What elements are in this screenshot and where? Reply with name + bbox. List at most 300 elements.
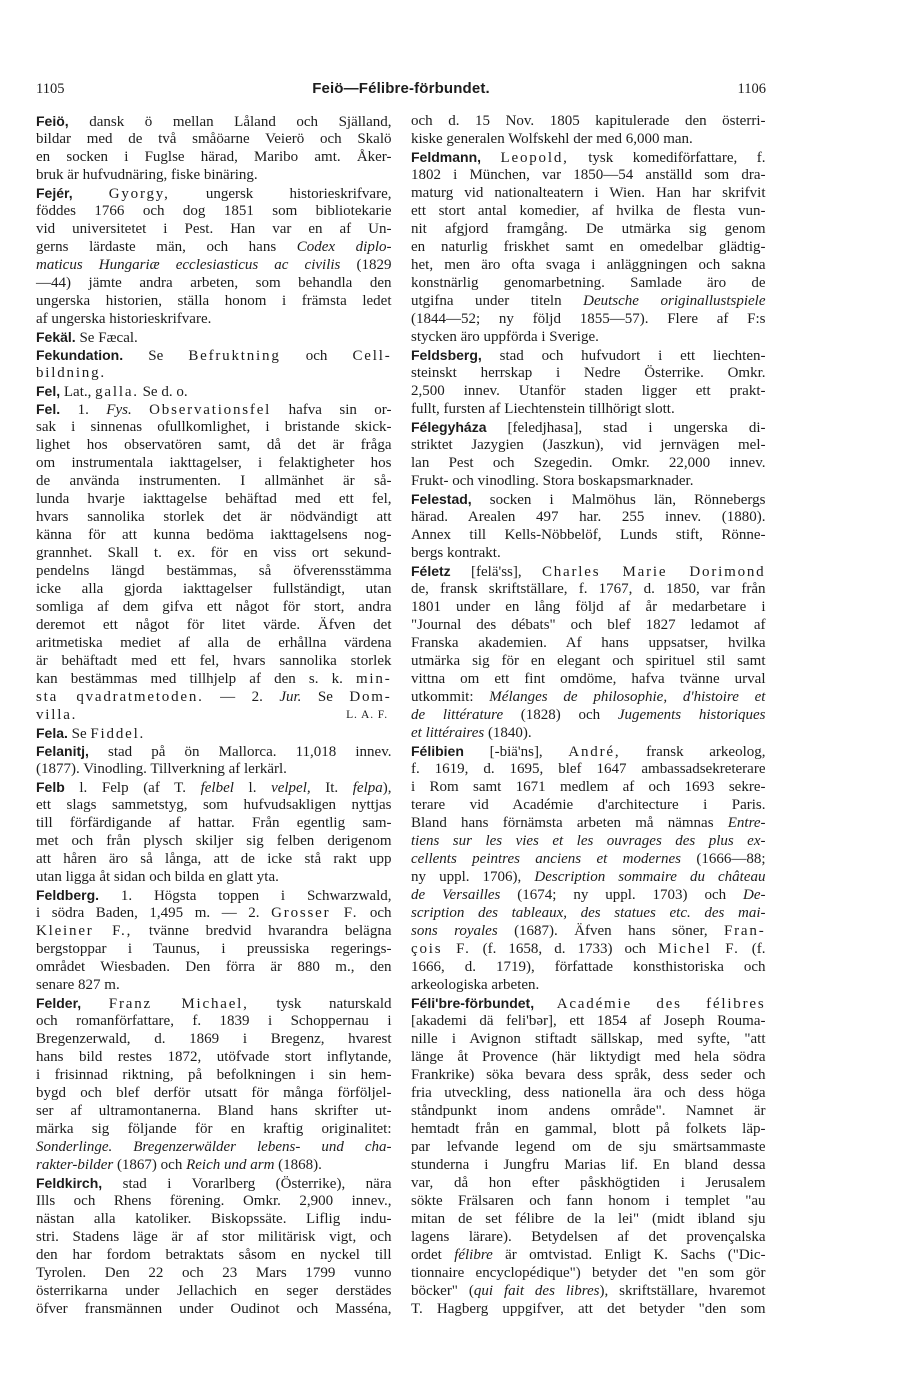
text-run: (1844—52; ny följd 1855—57). Flere af F:s <box>411 311 766 327</box>
text-line <box>411 148 766 166</box>
headword: Feiö, <box>36 113 69 129</box>
line-text <box>411 778 766 796</box>
text-run: Lat., <box>60 384 96 400</box>
line-text <box>411 1030 766 1048</box>
text-run: ett stort antal komedier, af hvilka de flesta vun- <box>411 203 766 219</box>
line-text <box>411 418 766 437</box>
line-text <box>411 886 766 904</box>
line-text <box>411 184 766 202</box>
line-text <box>36 328 138 347</box>
text-line <box>411 166 766 184</box>
text-line <box>36 1084 392 1102</box>
spaced-text: Grosser F. <box>271 905 359 921</box>
line-text <box>36 580 392 598</box>
dictionary-entry <box>411 418 766 490</box>
text-line <box>36 454 392 472</box>
italic-text: Description sommaire du château <box>534 869 766 885</box>
text-line <box>36 1102 392 1120</box>
text-line <box>36 814 392 832</box>
text-line <box>411 1300 766 1318</box>
italic-text: de littérature <box>411 707 504 723</box>
line-text <box>36 814 392 832</box>
text-line <box>411 886 766 904</box>
line-text <box>36 1246 392 1264</box>
text-run: märka sig följande för en kraftig originalitet: <box>36 1121 392 1137</box>
text-run: böcker" ( <box>411 1283 474 1299</box>
text-line <box>411 1030 766 1048</box>
text-run: Tyrolen. Den 22 och 23 Mars 1799 vunno <box>36 1265 392 1281</box>
right-column <box>411 112 766 1318</box>
text-line <box>411 598 766 616</box>
line-text <box>36 310 211 328</box>
dictionary-entry <box>411 346 766 418</box>
line-text <box>411 472 693 490</box>
headword: Feldmann, <box>411 149 482 165</box>
line-text <box>411 256 766 274</box>
line-text <box>411 1246 766 1264</box>
line-text <box>36 418 392 436</box>
headword: Fekäl. <box>36 329 76 345</box>
line-text <box>36 832 392 850</box>
text-run: nit afgjord framgång. De utmärka sig genom <box>411 221 766 237</box>
line-text <box>36 688 392 706</box>
text-line <box>411 670 766 688</box>
text-line <box>411 130 766 148</box>
line-text <box>411 1048 766 1066</box>
text-run: området Wiesbaden. Den förra är 880 m., den <box>36 959 392 975</box>
line-text <box>36 652 392 670</box>
line-text <box>411 346 766 365</box>
text-run: [felä'ss], <box>450 564 542 580</box>
text-line <box>36 1264 392 1282</box>
line-text <box>36 1210 392 1228</box>
text-line <box>411 814 766 832</box>
line-text <box>411 112 766 130</box>
text-run: Bregenzerwald, d. 1869 i Bregenz, hvarest <box>36 1031 392 1047</box>
line-text <box>36 1048 392 1066</box>
text-line <box>36 1228 392 1246</box>
text-line <box>36 202 392 220</box>
line-text <box>36 184 392 203</box>
line-text <box>36 130 392 148</box>
line-text <box>411 220 766 238</box>
text-line <box>36 1120 392 1138</box>
text-run: maturg vid nationalteatern i Wien. Han har skrifvit <box>411 185 766 201</box>
line-text <box>411 652 766 670</box>
text-run: sökte Frälsaren och fann honom i templet "au <box>411 1193 766 1209</box>
line-text <box>411 1282 765 1300</box>
text-run: dansk ö mellan Låland och Själland, <box>68 114 392 130</box>
text-run: nille i Avignon stiftadt sällskap, med syfte, "att <box>411 1031 766 1047</box>
text-run: hafva sin or- <box>271 402 392 418</box>
line-text <box>411 616 766 634</box>
line-text <box>36 1282 392 1300</box>
line-text <box>411 508 766 526</box>
dictionary-entry <box>36 994 392 1174</box>
spaced-text: Leopold, <box>500 150 569 166</box>
headword: Felestad, <box>411 491 472 507</box>
text-run: steinskt herrskap i Nedre Österrike. Omkr. <box>411 365 766 381</box>
text-line <box>411 202 766 220</box>
line-text <box>36 922 392 940</box>
spaced-text: Académie des félibres <box>556 996 766 1012</box>
text-line <box>36 508 392 526</box>
line-text <box>411 634 766 652</box>
line-text <box>36 706 77 724</box>
line-text <box>36 742 392 761</box>
text-run: kiske generalen Wolfskehl der med 6,000 man. <box>411 131 693 147</box>
line-text <box>36 490 392 508</box>
text-line <box>411 760 766 778</box>
text-run: tysk naturskald <box>248 996 392 1012</box>
dictionary-entry <box>411 148 766 346</box>
text-run: (1867) och <box>113 1157 187 1173</box>
text-run: [-biä'ns], <box>463 744 569 760</box>
headword: Feldberg. <box>36 887 100 903</box>
text-line <box>411 490 766 508</box>
text-run: sak i sinnenas ofullkomlighet, i bristande skick- <box>36 419 392 435</box>
text-run: mitan de set félibre de la lei" (midt ibland sju <box>411 1211 766 1227</box>
text-run: Annex till Kells-Nöbbelöf, Lunds stift, Rönne- <box>411 527 766 543</box>
text-run: 1666, d. 1719), författade konsthistoriska och <box>411 959 766 975</box>
spaced-text: çois F. <box>411 941 471 957</box>
dictionary-entry <box>36 742 392 778</box>
text-run: hvars sannolika storlek det är nödvändigt att <box>36 509 392 525</box>
spaced-text: Observationsfel <box>149 402 272 418</box>
line-text <box>36 400 392 419</box>
text-line <box>411 472 766 490</box>
headword: Fejér, <box>36 185 73 201</box>
text-run: af ungerska historieskrifvare. <box>36 311 212 327</box>
line-text <box>36 1120 392 1138</box>
text-run: "Journal des débats" och blef 1827 ledamot af <box>411 617 766 633</box>
text-run: senare 827 m. <box>36 977 120 993</box>
line-text <box>411 580 766 598</box>
italic-text: Fys. <box>106 402 132 418</box>
line-text <box>36 886 392 905</box>
text-run: hans bild restes 1872, utöfvade stort inflytande, <box>36 1049 392 1065</box>
text-line <box>36 562 392 580</box>
italic-text: rakter-bilder <box>36 1157 114 1173</box>
text-line <box>411 220 766 238</box>
text-run: ser af ultramontanerna. Bland hans skrifter ut- <box>36 1103 392 1119</box>
text-run: T. Hagberg uppgifver, att det betyder "den som <box>411 1301 766 1317</box>
text-run: met och från plysch skiljer sig felben derigenom <box>36 833 392 849</box>
text-line <box>36 1066 392 1084</box>
text-line <box>411 778 766 796</box>
headword: Feldsberg, <box>411 347 482 363</box>
text-line <box>36 688 392 706</box>
text-run: —44) jämte andra arbeten, som behandla den <box>36 275 392 291</box>
text-run <box>481 150 501 166</box>
text-line <box>36 634 392 652</box>
text-line <box>36 1030 392 1048</box>
text-line <box>36 868 392 886</box>
text-run: stad i Vorarlberg (Österrike), nära <box>102 1176 392 1192</box>
line-text <box>36 1030 392 1048</box>
dictionary-entry <box>36 328 392 346</box>
line-text <box>411 1138 766 1156</box>
text-line <box>36 112 392 130</box>
dictionary-entry <box>411 994 766 1318</box>
spaced-text: Michel F. <box>658 941 740 957</box>
line-text <box>411 760 766 778</box>
line-text <box>36 994 392 1013</box>
line-text <box>36 724 145 743</box>
text-run: (1828) och <box>503 707 618 723</box>
text-run: (1877). Vinodling. Tillverkning af lerkärl. <box>36 761 287 777</box>
text-line <box>411 724 766 742</box>
line-text <box>411 922 766 940</box>
text-run: grannhet. Skall t. ex. för en viss ort sekund- <box>36 545 392 561</box>
text-run: lan Pest och Szegedin. Omkr. 22,000 innev. <box>411 455 766 471</box>
line-text <box>411 958 766 976</box>
text-run <box>73 186 109 202</box>
dictionary-entry <box>411 562 766 742</box>
text-line <box>36 238 392 256</box>
spaced-text: min- <box>355 671 392 687</box>
text-run: och romanförfattare, f. 1839 i Schoppernau i <box>36 1013 392 1029</box>
text-line <box>411 580 766 598</box>
text-run: är behäftadt med ett fel, hvars sannolika storlek <box>36 653 392 669</box>
dictionary-entry <box>411 490 766 562</box>
line-text <box>36 256 392 274</box>
text-run: kan bestämmas med tillhjelp af den s. k. <box>36 671 356 687</box>
line-text <box>411 1174 766 1192</box>
text-line <box>411 418 766 436</box>
text-run <box>132 402 149 418</box>
line-text <box>36 166 258 184</box>
line-text <box>411 688 765 706</box>
text-run: bergs kontrakt. <box>411 545 501 561</box>
text-line <box>411 832 766 850</box>
text-run: Franska akademien. Af hans uppsatser, hvilka <box>411 635 766 651</box>
line-text <box>411 202 766 220</box>
line-text <box>36 436 392 454</box>
headword: Félibien <box>411 743 464 759</box>
text-line <box>411 238 766 256</box>
spaced-text: Fiddel. <box>90 726 146 742</box>
text-run: 1. Högsta toppen i Schwarzwald, <box>99 888 392 904</box>
left-column <box>36 112 392 1318</box>
line-text <box>411 724 532 742</box>
line-text <box>36 796 392 814</box>
text-run: icke alla gjorda iakttagelser fullständigt, utan <box>36 581 392 597</box>
text-line <box>36 130 392 148</box>
text-run: terare vid Académie d'architecture i Paris. <box>411 797 766 813</box>
headword: Feldkirch, <box>36 1175 103 1191</box>
text-run: l. Felp (af T. <box>64 780 201 796</box>
text-line <box>411 112 766 130</box>
line-text <box>36 1102 392 1120</box>
text-line <box>36 220 392 238</box>
dictionary-entry <box>411 742 766 994</box>
text-run: bygd och blef derför utsatt för många förföljel- <box>36 1085 392 1101</box>
text-run: och d. 15 Nov. 1805 kapitulerade den österri- <box>411 113 766 129</box>
dictionary-entry <box>36 346 392 382</box>
text-run: ståndpunkt inom andens område". Namnet är <box>411 1103 766 1119</box>
italic-text: De- <box>743 887 766 903</box>
headword: Felb <box>36 779 65 795</box>
text-line <box>36 1300 392 1318</box>
italic-text: Entre- <box>727 815 766 831</box>
line-text <box>411 598 766 616</box>
text-line <box>411 1012 766 1030</box>
text-line <box>411 1192 766 1210</box>
line-text <box>411 328 599 346</box>
text-line <box>411 1084 766 1102</box>
text-run: ), skriftställare, hvaremot <box>599 1283 766 1299</box>
line-text <box>36 1138 392 1156</box>
text-line <box>411 1156 766 1174</box>
text-line <box>36 886 392 904</box>
text-run: par lefvande legend om de sju smärtsammaste <box>411 1139 766 1155</box>
spaced-text: Befruktning <box>188 348 281 364</box>
text-line <box>36 1156 392 1174</box>
text-run: lighet hos observatören samt, då det är fråga <box>36 437 392 453</box>
text-line <box>36 778 392 796</box>
text-run: lunda hvarje iakttagelse behäftad med ett fel, <box>36 491 392 507</box>
line-text <box>411 796 766 814</box>
text-run: f. 1619, d. 1695, blef 1647 ambassadsekreterare <box>411 761 766 777</box>
spaced-text: sta qvadratmetoden. <box>36 689 204 705</box>
text-line <box>36 832 392 850</box>
text-line <box>36 436 392 454</box>
text-line <box>36 274 392 292</box>
text-run: att håren äro så långa, att de icke stå rakt upp <box>36 851 392 867</box>
line-text <box>411 310 766 328</box>
text-line <box>411 292 766 310</box>
italic-text: maticus Hungariæ ecclesiasticus ac civilis <box>36 257 341 273</box>
italic-text: Reich und arm <box>186 1157 275 1173</box>
line-text <box>36 508 392 526</box>
text-run: (1666—88; <box>680 851 766 867</box>
line-text <box>36 1300 392 1318</box>
dictionary-entry <box>36 724 392 742</box>
text-line <box>36 148 392 166</box>
line-text <box>36 976 120 994</box>
text-run: aritmetiska mediet af alla de erhållna värdena <box>36 635 392 651</box>
italic-text: félibre <box>454 1247 493 1263</box>
text-line <box>36 310 392 328</box>
text-line <box>36 976 392 994</box>
text-run: somliga af dem gifva ett något för stort, andra <box>36 599 392 615</box>
text-line <box>411 958 766 976</box>
dictionary-entry <box>411 112 766 148</box>
text-line <box>36 544 392 562</box>
text-line <box>36 922 392 940</box>
line-text <box>411 364 766 382</box>
text-run <box>81 996 109 1012</box>
dictionary-entry <box>36 886 392 994</box>
italic-text: de Versailles <box>411 887 501 903</box>
text-line <box>411 1120 766 1138</box>
line-text <box>36 346 392 365</box>
italic-text: Codex diplo- <box>296 239 392 255</box>
line-text <box>36 202 392 220</box>
spaced-text: Dom- <box>349 689 392 705</box>
text-run: nästan alla katoliker. Biskopssäte. Liflig indu- <box>36 1211 392 1227</box>
spaced-text: Gyorgy, <box>108 186 170 202</box>
text-line <box>36 346 392 364</box>
text-line <box>36 904 392 922</box>
line-text <box>36 472 392 490</box>
dictionary-entry <box>36 112 392 184</box>
line-text <box>411 562 765 581</box>
text-run <box>534 996 557 1012</box>
text-line <box>411 868 766 886</box>
line-text <box>36 850 392 868</box>
text-line <box>411 400 766 418</box>
text-line <box>36 1048 392 1066</box>
italic-text: et littéraires <box>411 725 485 741</box>
text-line <box>411 742 766 760</box>
headword: Fela. <box>36 725 68 741</box>
text-run: gerns lärdaste män, och hans <box>36 239 297 255</box>
text-run: deremot ett något för litet värde. Äfven det <box>36 617 392 633</box>
text-line <box>36 328 392 346</box>
text-line <box>411 1228 766 1246</box>
text-run: ett slags sammetstyg, som hufvudsakligen nyttjas <box>36 797 392 813</box>
spaced-text: Cell- <box>352 348 392 364</box>
text-run: bergstoppar i Taunus, i preussiska regerings- <box>36 941 392 957</box>
text-run: stycken äro uppförda i Sverige. <box>411 329 599 345</box>
line-text <box>36 1192 392 1210</box>
dictionary-entry <box>36 400 392 724</box>
text-run: utan ligga åt sidan och bilda en glatt yta. <box>36 869 279 885</box>
text-line <box>411 454 766 472</box>
line-text <box>36 112 392 131</box>
line-text <box>411 130 693 148</box>
text-line <box>411 382 766 400</box>
spaced-text: Fran- <box>724 923 766 939</box>
headword: Felanitj, <box>36 743 89 759</box>
line-text <box>36 238 392 256</box>
text-run: (1868). <box>274 1157 322 1173</box>
text-run: Frukt- och vinodling. Stora boskapsmarknader. <box>411 473 694 489</box>
text-run: Se d. o. <box>138 384 188 400</box>
italic-text: Deutsche originallustspiele <box>583 293 766 309</box>
line-text <box>36 544 392 562</box>
text-run: Frankrike) söka bevara dess språk, dess seder och <box>411 1067 766 1083</box>
text-run: Se <box>301 689 350 705</box>
italic-text: Sonderlinge. Bregenzerwälder lebens- und cha- <box>36 1139 392 1155</box>
line-text <box>411 166 766 184</box>
line-text <box>411 238 766 256</box>
text-line <box>36 382 392 400</box>
text-line <box>411 184 766 202</box>
line-text <box>411 1084 766 1102</box>
text-run: utgifna under titeln <box>411 293 584 309</box>
text-run: länge åt Provence (här liktydigt med hela södra <box>411 1049 766 1065</box>
text-line <box>36 598 392 616</box>
text-line <box>36 724 392 742</box>
text-run: stri. Stadens läge är af stor militärisk vigt, och <box>36 1229 392 1245</box>
line-text <box>411 814 766 832</box>
line-text <box>36 598 392 616</box>
text-line <box>411 346 766 364</box>
line-text <box>36 1156 322 1174</box>
text-run: i frisinnad riktning, på befolkningen i sin hem- <box>36 1067 392 1083</box>
line-text <box>411 670 766 688</box>
text-line <box>411 1282 766 1300</box>
text-line <box>411 1210 766 1228</box>
text-run: bruk är hufvudnäring, fiske binäring. <box>36 167 258 183</box>
text-line <box>411 436 766 454</box>
text-run: den har fordom betraktats såsom en nyckel till <box>36 1247 392 1263</box>
italic-text: Jugements historiques <box>617 707 766 723</box>
italic-text: felbel <box>200 780 234 796</box>
